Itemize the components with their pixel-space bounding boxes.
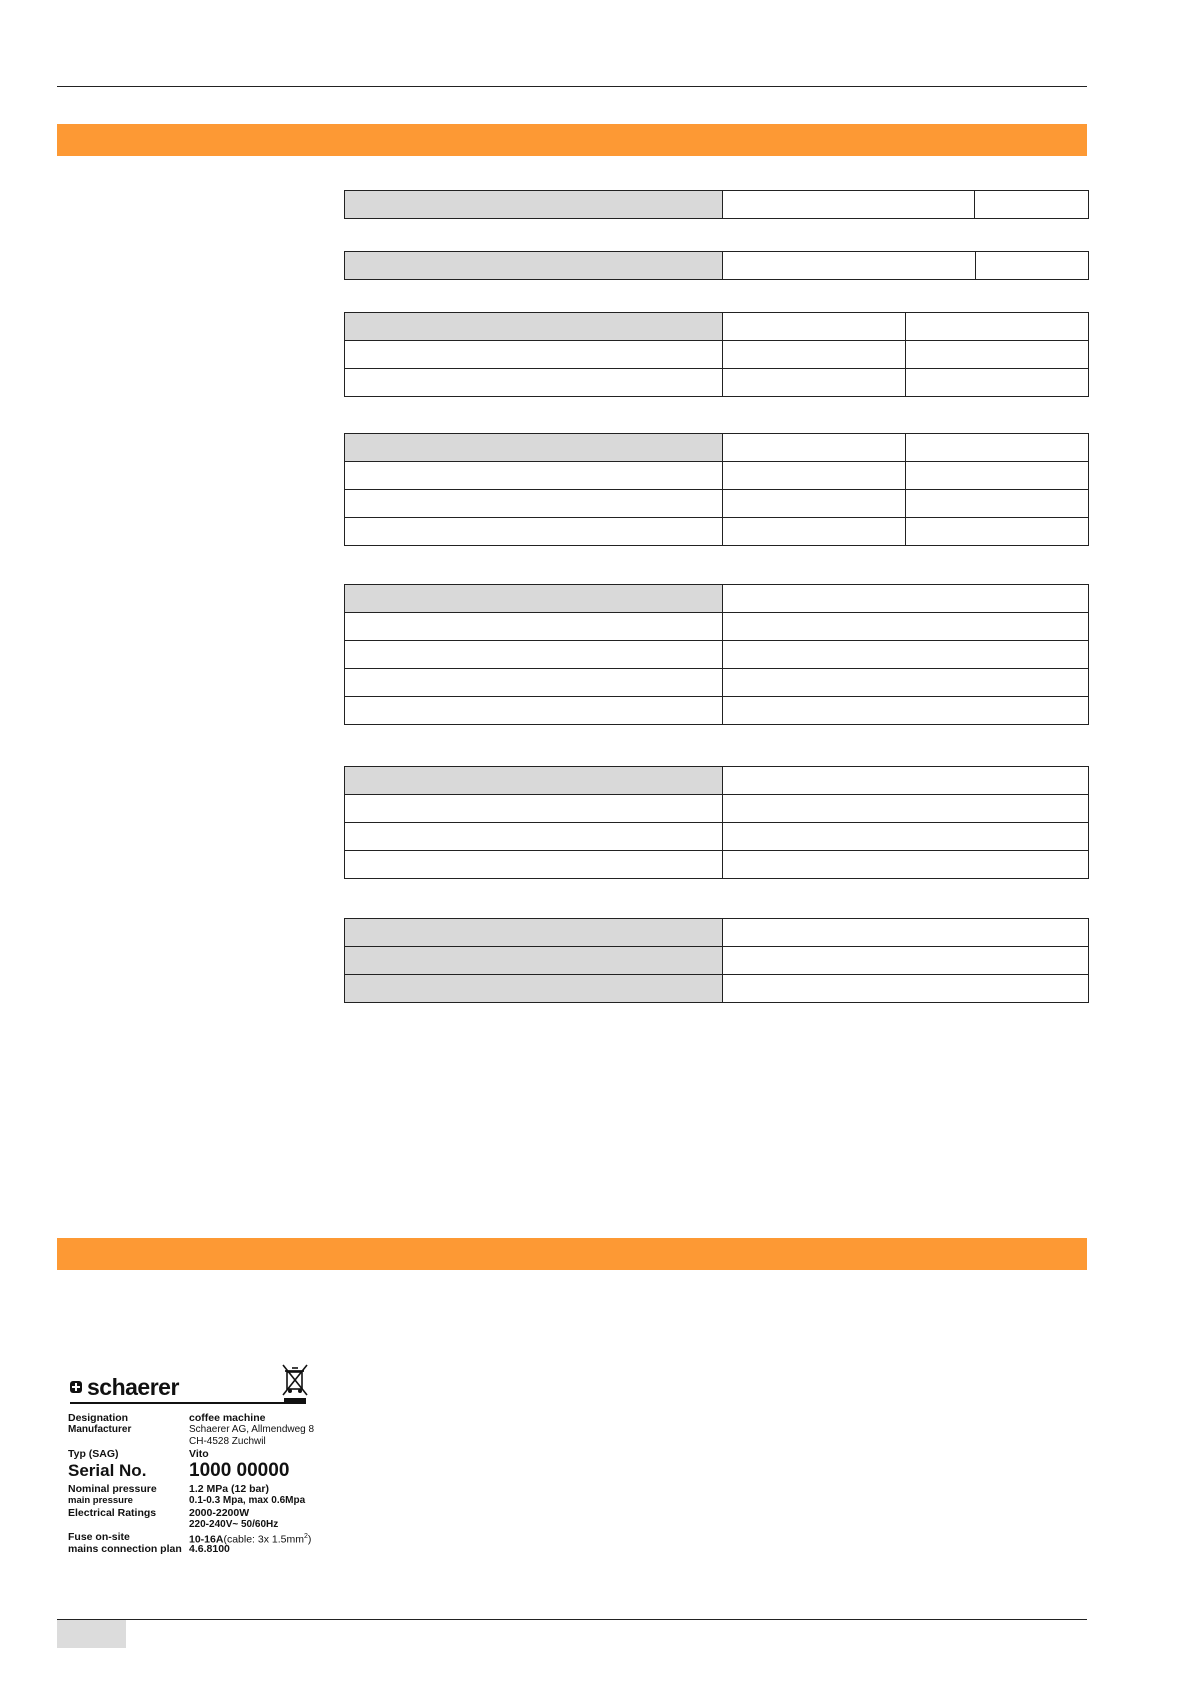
crossed-out-wheelie-bin-icon xyxy=(280,1362,310,1404)
table-value-cell xyxy=(906,313,1089,341)
table-value-cell xyxy=(723,947,1089,975)
table-value-cell xyxy=(906,434,1089,462)
table-row xyxy=(345,191,1089,219)
table-value-cell xyxy=(723,767,1089,795)
serial-value: 1000 00000 xyxy=(189,1460,290,1481)
table-value-cell xyxy=(723,585,1089,613)
table-row xyxy=(345,585,1089,613)
table-value-cell xyxy=(906,369,1089,397)
table-value-cell xyxy=(906,490,1089,518)
section-header-band xyxy=(57,1238,1087,1270)
table-row xyxy=(345,823,1089,851)
type-value: Vito xyxy=(189,1448,209,1460)
manufacturer-value: Schaerer AG, Allmendweg 8 xyxy=(189,1424,315,1435)
nameplate-divider xyxy=(70,1402,306,1404)
table-unit-cell xyxy=(975,191,1089,219)
table-value-cell xyxy=(723,462,906,490)
designation-value: coffee machine xyxy=(189,1412,266,1424)
table-label-cell xyxy=(345,947,723,975)
table-label-cell xyxy=(345,191,723,219)
table-value-cell xyxy=(723,341,906,369)
table-label-cell xyxy=(345,252,723,280)
table-row xyxy=(345,613,1089,641)
brand-name: schaerer xyxy=(87,1373,179,1400)
serial-label: Serial No. xyxy=(68,1461,147,1480)
table-label-cell xyxy=(345,669,723,697)
nominal-pressure-value: 1.2 MPa (12 bar) xyxy=(189,1483,269,1495)
fuse-cable-close: ) xyxy=(307,1533,312,1546)
table-row xyxy=(345,767,1089,795)
table-value-cell xyxy=(723,490,906,518)
table-label-cell xyxy=(345,767,723,795)
table-label-cell xyxy=(345,795,723,823)
table-row xyxy=(345,518,1089,546)
table-label-cell xyxy=(345,434,723,462)
table-value-cell xyxy=(723,369,906,397)
table-row xyxy=(345,313,1089,341)
electrical-label: Electrical Ratings xyxy=(68,1507,157,1519)
table-value-cell xyxy=(723,613,1089,641)
table-value-cell xyxy=(723,851,1089,879)
fuse-cable-note: (cable: 3x 1.5mm xyxy=(223,1533,304,1546)
fuse-amps: 10-16A xyxy=(189,1533,224,1546)
section-header-band xyxy=(57,124,1087,156)
table-label-cell xyxy=(345,851,723,879)
table-row xyxy=(345,462,1089,490)
table-label-cell xyxy=(345,341,723,369)
table-row xyxy=(345,947,1089,975)
table-row xyxy=(345,919,1089,947)
table-row xyxy=(345,697,1089,725)
table-value-cell xyxy=(723,641,1089,669)
table-row xyxy=(345,669,1089,697)
table-row xyxy=(345,975,1089,1003)
mains-plan-value: 4.6.8100 xyxy=(189,1543,230,1555)
table-label-cell xyxy=(345,641,723,669)
table-label-cell xyxy=(345,490,723,518)
table-label-cell xyxy=(345,613,723,641)
spec-table xyxy=(344,251,1089,280)
table-value-cell xyxy=(723,823,1089,851)
table-label-cell xyxy=(345,313,723,341)
table-value-cell xyxy=(723,252,976,280)
table-row xyxy=(345,341,1089,369)
table-row xyxy=(345,490,1089,518)
table-value-cell xyxy=(723,795,1089,823)
nominal-pressure-label: Nominal pressure xyxy=(68,1483,157,1495)
spec-table xyxy=(344,584,1089,725)
table-row xyxy=(345,795,1089,823)
mains-plan-label: mains connection plan xyxy=(68,1543,182,1555)
fuse-cable-exponent: 2 xyxy=(303,1533,308,1540)
table-label-cell xyxy=(345,975,723,1003)
table-value-cell xyxy=(723,919,1089,947)
spec-table xyxy=(344,190,1089,219)
type-label: Typ (SAG) xyxy=(68,1448,119,1460)
manufacturer-address: CH-4528 Zuchwil xyxy=(189,1436,266,1447)
schaerer-logo xyxy=(70,1374,179,1400)
table-value-cell xyxy=(723,518,906,546)
table-label-cell xyxy=(345,518,723,546)
table-unit-cell xyxy=(976,252,1089,280)
table-row xyxy=(345,434,1089,462)
electrical-power-value: 2000-2200W xyxy=(189,1507,250,1519)
spec-table xyxy=(344,312,1089,397)
table-label-cell xyxy=(345,462,723,490)
table-value-cell xyxy=(906,341,1089,369)
table-value-cell xyxy=(723,191,975,219)
fuse-label: Fuse on-site xyxy=(68,1531,130,1543)
table-label-cell xyxy=(345,823,723,851)
table-value-cell xyxy=(906,518,1089,546)
spec-table xyxy=(344,433,1089,546)
schaerer-cross-icon xyxy=(70,1381,82,1393)
designation-label: Designation xyxy=(68,1412,129,1424)
main-pressure-value: 0.1-0.3 Mpa, max 0.6Mpa xyxy=(189,1495,306,1506)
table-label-cell xyxy=(345,585,723,613)
table-label-cell xyxy=(345,697,723,725)
footer-rule xyxy=(57,1619,1087,1620)
table-row xyxy=(345,641,1089,669)
type-nameplate xyxy=(68,1362,324,1562)
table-row xyxy=(345,851,1089,879)
table-value-cell xyxy=(723,697,1089,725)
table-row xyxy=(345,252,1089,280)
table-value-cell xyxy=(723,975,1089,1003)
table-row xyxy=(345,369,1089,397)
table-value-cell xyxy=(906,462,1089,490)
electrical-voltage-value: 220-240V~ 50/60Hz xyxy=(189,1519,279,1530)
page-number-tab xyxy=(57,1620,126,1648)
table-value-cell xyxy=(723,434,906,462)
spec-table xyxy=(344,766,1089,879)
table-label-cell xyxy=(345,369,723,397)
table-value-cell xyxy=(723,669,1089,697)
spec-table xyxy=(344,918,1089,1003)
table-label-cell xyxy=(345,919,723,947)
main-pressure-label: main pressure xyxy=(68,1495,133,1506)
manufacturer-label: Manufacturer xyxy=(68,1424,132,1435)
header-rule xyxy=(57,86,1087,87)
table-value-cell xyxy=(723,313,906,341)
